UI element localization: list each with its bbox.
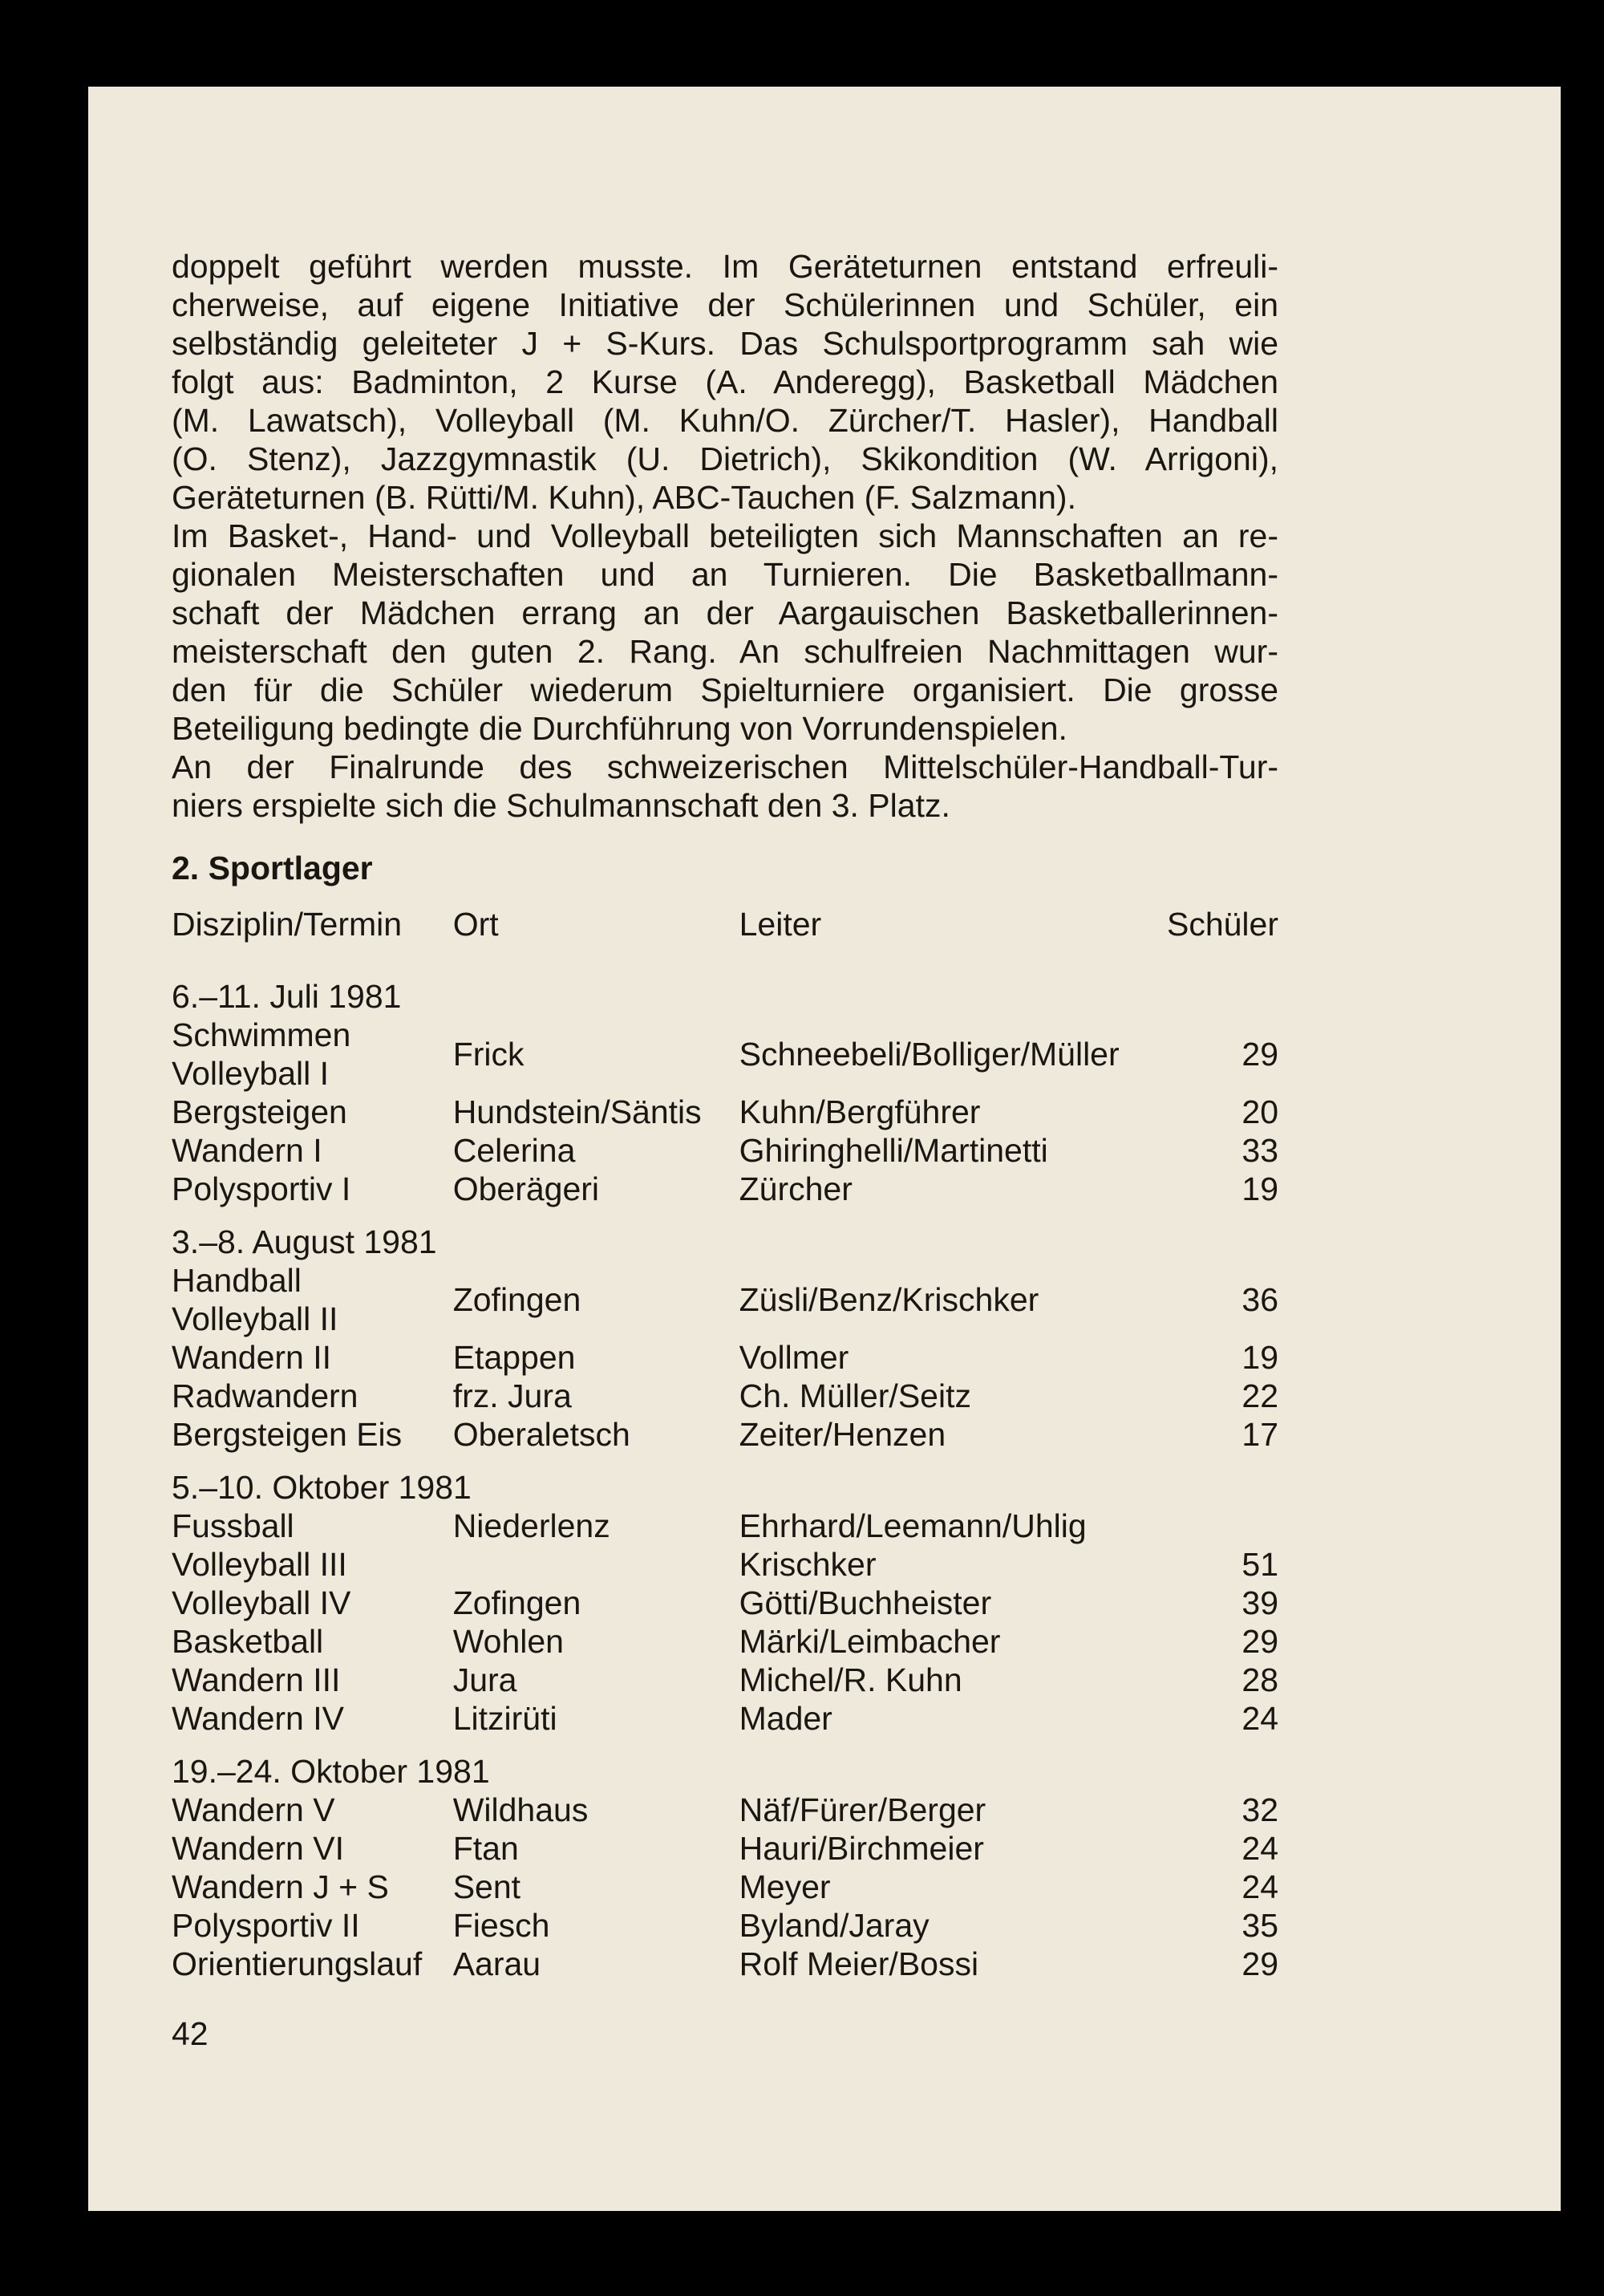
- cell-discipline: [172, 1016, 453, 1093]
- discipline-name: Wandern V: [172, 1791, 335, 1828]
- table-row: [172, 1906, 1278, 1945]
- discipline-name: Volleyball II: [172, 1300, 338, 1337]
- cell-ort: Oberaletsch: [452, 1416, 630, 1453]
- cell-discipline: [172, 1261, 453, 1338]
- cell-leiter: Mader: [739, 1700, 832, 1737]
- paragraph-line: gionalen Meisterschaften und an Turnieren. Die Basketballmann-: [172, 556, 1278, 593]
- cell-ort: Wildhaus: [452, 1791, 589, 1828]
- paragraph-line: selbständig geleiteter J + S-Kurs. Das Schulsportprogramm sah wie: [172, 325, 1278, 362]
- term-row: [172, 1738, 1278, 1791]
- cell-schueler: 19: [1241, 1339, 1278, 1376]
- discipline-name: Schwimmen: [172, 1016, 351, 1053]
- header-schueler: Schüler: [1166, 906, 1278, 943]
- paragraph-line: den für die Schüler wiederum Spielturniere organisiert. Die grosse: [172, 671, 1278, 708]
- paragraph-line: schaft der Mädchen errang an der Aargauischen Basketballerinnen-: [172, 594, 1278, 631]
- paragraph-line: cherweise, auf eigene Initiative der Schülerinnen und Schüler, ein: [172, 286, 1278, 323]
- cell-discipline: [172, 1584, 453, 1622]
- cell-schueler: 24: [1241, 1868, 1278, 1905]
- cell-schueler: 29: [1241, 1623, 1278, 1660]
- cell-leiter: Märki/Leimbacher: [739, 1623, 1001, 1660]
- paragraph-line: niers erspielte sich die Schulmannschaft den 3. Platz.: [172, 787, 950, 824]
- discipline-name: Volleyball III: [172, 1546, 347, 1583]
- cell-discipline: [172, 1622, 453, 1661]
- table-row: [172, 1338, 1278, 1377]
- sportlager-table: [172, 905, 1278, 1983]
- cell-discipline: [172, 1338, 453, 1377]
- discipline-name: Volleyball IV: [172, 1584, 351, 1621]
- discipline-name: Fussball: [172, 1507, 294, 1544]
- table-row: [172, 1791, 1278, 1829]
- cell-leiter: Ehrhard/Leemann/Uhlig: [739, 1507, 1087, 1544]
- cell-ort: Wohlen: [452, 1623, 564, 1660]
- cell-ort: frz. Jura: [452, 1377, 572, 1414]
- cell-leiter: Byland/Jaray: [739, 1907, 930, 1944]
- cell-ort: Jura: [452, 1661, 517, 1698]
- cell-schueler: 29: [1241, 1036, 1278, 1073]
- cell-discipline: [172, 1945, 453, 1983]
- cell-schueler: 36: [1241, 1281, 1278, 1318]
- table-row: [172, 1661, 1278, 1699]
- section-title: 2. Sportlager: [172, 850, 373, 886]
- paragraph-line: doppelt geführt werden musste. Im Geräteturnen entstand erfreuli-: [172, 248, 1278, 285]
- discipline-name: Wandern II: [172, 1339, 332, 1376]
- table-row: [172, 1699, 1278, 1738]
- cell-schueler: 19: [1241, 1170, 1278, 1207]
- cell-ort: Litzirüti: [452, 1700, 557, 1737]
- cell-leiter: Krischker: [739, 1546, 877, 1583]
- table-row: [172, 1016, 1278, 1093]
- cell-leiter: Näf/Fürer/Berger: [739, 1791, 986, 1828]
- cell-ort: Etappen: [452, 1339, 576, 1376]
- cell-ort: Niederlenz: [452, 1507, 610, 1544]
- term-label: 6.–11. Juli 1981: [172, 978, 402, 1015]
- cell-schueler: 33: [1241, 1132, 1278, 1169]
- cell-ort: Zofingen: [452, 1281, 581, 1318]
- cell-ort: Zofingen: [452, 1584, 581, 1621]
- discipline-name: Bergsteigen Eis: [172, 1416, 403, 1453]
- cell-discipline: [172, 1868, 453, 1906]
- cell-discipline: [172, 1170, 453, 1208]
- paragraph-line: (M. Lawatsch), Volleyball (M. Kuhn/O. Zürcher/T. Hasler), Handball: [172, 402, 1278, 439]
- cell-schueler: 20: [1241, 1093, 1278, 1130]
- term-row: [172, 1454, 1278, 1507]
- cell-ort: Oberägeri: [452, 1170, 600, 1207]
- cell-leiter: Zeiter/Henzen: [739, 1416, 946, 1453]
- cell-schueler: 24: [1241, 1830, 1278, 1867]
- discipline-name: Polysportiv I: [172, 1170, 351, 1207]
- term-row: [172, 1208, 1278, 1261]
- cell-ort: [453, 1545, 739, 1584]
- cell-leiter: Kuhn/Bergführer: [739, 1093, 981, 1130]
- cell-leiter: Rolf Meier/Bossi: [739, 1945, 979, 1982]
- table-row: [172, 1131, 1278, 1170]
- cell-schueler: 29: [1241, 1945, 1278, 1982]
- cell-ort: Aarau: [452, 1945, 541, 1982]
- cell-leiter: Ch. Müller/Seitz: [739, 1377, 971, 1414]
- table-row: [172, 1170, 1278, 1208]
- cell-leiter: Michel/R. Kuhn: [739, 1661, 962, 1698]
- cell-discipline: [172, 1415, 453, 1454]
- discipline-name: Wandern I: [172, 1132, 322, 1169]
- cell-ort: Sent: [452, 1868, 521, 1905]
- term-label: 19.–24. Oktober 1981: [172, 1753, 490, 1790]
- cell-discipline: [172, 1906, 453, 1945]
- paragraph-line: folgt aus: Badminton, 2 Kurse (A. Anderegg), Basketball Mädchen: [172, 363, 1278, 400]
- cell-schueler: [1167, 1507, 1278, 1545]
- table-row: [172, 1622, 1278, 1661]
- cell-schueler: 28: [1241, 1661, 1278, 1698]
- table-header-row: [172, 905, 1278, 963]
- paragraph-line: Beteiligung bedingte die Durchführung von Vorrundenspielen.: [172, 710, 1067, 747]
- cell-ort: Celerina: [452, 1132, 576, 1169]
- cell-schueler: 32: [1241, 1791, 1278, 1828]
- table-row: [172, 1584, 1278, 1622]
- cell-discipline: [172, 1507, 453, 1545]
- term-label: 5.–10. Oktober 1981: [172, 1469, 472, 1506]
- header-leiter: Leiter: [739, 906, 822, 943]
- cell-leiter: Schneebeli/Bolliger/Müller: [739, 1036, 1120, 1073]
- cell-schueler: 24: [1241, 1700, 1278, 1737]
- discipline-name: Volleyball I: [172, 1055, 330, 1092]
- term-label: 3.–8. August 1981: [172, 1223, 437, 1260]
- cell-discipline: [172, 1829, 453, 1868]
- table-row: [172, 1377, 1278, 1415]
- cell-ort: Ftan: [452, 1830, 519, 1867]
- cell-discipline: [172, 1545, 453, 1584]
- cell-discipline: [172, 1377, 453, 1415]
- header-discipline: Disziplin/Termin: [172, 906, 403, 943]
- discipline-name: Wandern VI: [172, 1830, 344, 1867]
- table-row: [172, 1415, 1278, 1454]
- discipline-name: Basketball: [172, 1623, 324, 1660]
- cell-leiter: Meyer: [739, 1868, 831, 1905]
- discipline-name: Polysportiv II: [172, 1907, 360, 1944]
- cell-discipline: [172, 1699, 453, 1738]
- header-ort: Ort: [452, 906, 499, 943]
- table-row: [172, 1261, 1278, 1338]
- cell-leiter: Züsli/Benz/Krischker: [739, 1281, 1039, 1318]
- discipline-name: Orientierungslauf: [172, 1945, 423, 1982]
- paragraph-line: (O. Stenz), Jazzgymnastik (U. Dietrich), Skikondition (W. Arrigoni),: [172, 440, 1278, 477]
- cell-discipline: [172, 1661, 453, 1699]
- table-row: [172, 1829, 1278, 1868]
- cell-discipline: [172, 1131, 453, 1170]
- discipline-name: Wandern III: [172, 1661, 341, 1698]
- cell-leiter: Vollmer: [739, 1339, 849, 1376]
- cell-schueler: 17: [1241, 1416, 1278, 1453]
- cell-discipline: [172, 1093, 453, 1131]
- cell-ort: Fiesch: [452, 1907, 550, 1944]
- table-row: [172, 1507, 1278, 1545]
- document-page: [88, 87, 1561, 2211]
- cell-ort: Hundstein/Säntis: [452, 1093, 702, 1130]
- cell-discipline: [172, 1791, 453, 1829]
- paragraph-line: meisterschaft den guten 2. Rang. An schulfreien Nachmittagen wur-: [172, 633, 1278, 670]
- cell-schueler: 35: [1241, 1907, 1278, 1944]
- discipline-name: Wandern J + S: [172, 1868, 389, 1905]
- paragraph-line: An der Finalrunde des schweizerischen Mittelschüler-Handball-Tur-: [172, 748, 1278, 785]
- table-row: [172, 1945, 1278, 1983]
- cell-schueler: 39: [1241, 1584, 1278, 1621]
- page-content: [172, 247, 1278, 1983]
- cell-leiter: Hauri/Birchmeier: [739, 1830, 984, 1867]
- discipline-name: Radwandern: [172, 1377, 358, 1414]
- discipline-name: Bergsteigen: [172, 1093, 347, 1130]
- paragraph-line: Im Basket-, Hand- und Volleyball beteiligten sich Mannschaften an re-: [172, 517, 1278, 554]
- cell-leiter: Götti/Buchheister: [739, 1584, 992, 1621]
- discipline-name: Wandern IV: [172, 1700, 344, 1737]
- cell-schueler: 51: [1241, 1546, 1278, 1583]
- term-row: [172, 963, 1278, 1016]
- body-paragraph: [172, 247, 1278, 825]
- table-row: [172, 1545, 1278, 1584]
- cell-leiter: Ghiringhelli/Martinetti: [739, 1132, 1048, 1169]
- cell-ort: Frick: [452, 1036, 525, 1073]
- discipline-name: Handball: [172, 1262, 302, 1299]
- page-number: 42: [172, 2015, 209, 2052]
- table-row: [172, 1093, 1278, 1131]
- paragraph-line: Geräteturnen (B. Rütti/M. Kuhn), ABC-Tauchen (F. Salzmann).: [172, 479, 1076, 516]
- cell-schueler: 22: [1241, 1377, 1278, 1414]
- cell-leiter: Zürcher: [739, 1170, 853, 1207]
- table-row: [172, 1868, 1278, 1906]
